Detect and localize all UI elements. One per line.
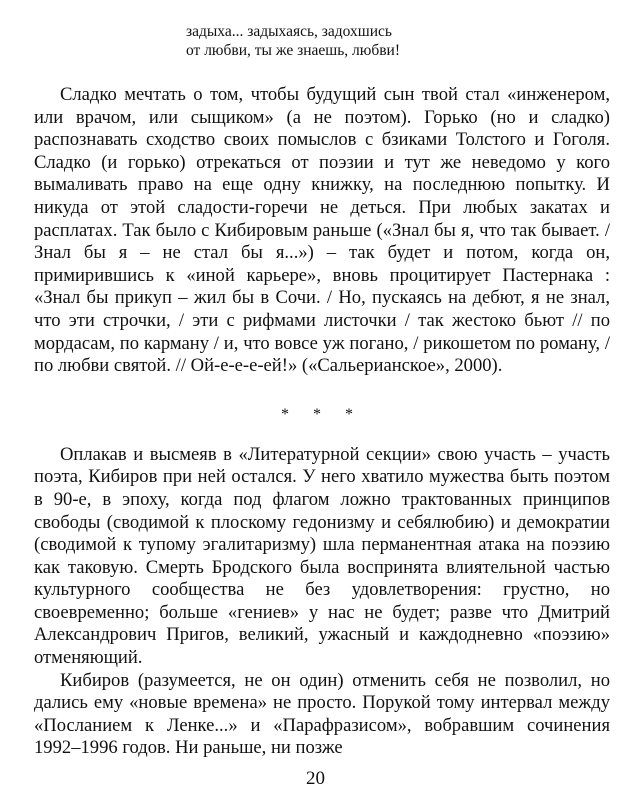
paragraph-1: Сладко мечтать о том, чтобы будущий сын твой стал «инженером, или врачом, или сыщиком» (а не поэтом). Горько (но и сладко) распознавать сходство своих помыслов с бзиками Толстого и Гоголя. Сладко (и горько) отрекаться от поэзии и тут же неведомо у кого вымаливать право на еще одну книжку, на последнюю попытку. И никуда от этой сладости-горечи не деться. При любых закатах и расплатах. Так было с Кибировым раньше («Знал бы я, что так бывает. / Знал бы я – не стал бы я...») – так будет и потом, когда он, примирившись к «иной карьере», вновь процитирует Пастернака : «Знал бы прикуп – жил бы в Сочи. / Но, пускаясь на дебют, я не знал, что эти строчки, / эти с рифмами листочки / так жестоко бьют // по мордасам, по карману / и, что вовсе уж погано, / рикошетом по роману, / по любви святой. // Ой-е-е-е-ей!» («Сальерианское», 2000). [34, 84, 610, 377]
page-number: 20 [306, 768, 325, 789]
paragraph-2: Оплакав и высмеяв в «Литературной секции» свою участь – участь поэта, Кибиров при ней остался. У него хватило мужества быть поэтом в 90-е, в эпоху, когда под флагом ложно трактованных принципов свободы (сводимой к плоскому гедонизму и себялюбию) и демократии (сводимой к тупому эгалитаризму) шла перманентная атака на поэзию как таковую. Смерть Бродского была воспринята влиятельной частью культурного сообщества не без удовлетворения: грустно, но своевременно; больше «гениев» у нас не будет; разве что Дмитрий Александрович Пригов, великий, ужасный и каждодневно «поэзию» отменяющий. [34, 443, 610, 669]
epigraph-line-1: задыха... задыхаясь, задохшись [186, 23, 392, 40]
paragraph-3: Кибиров (разумеется, не он один) отменить себя не позволил, но дались ему «новые времена» не просто. Порукой тому интервал между «Посланием к Ленке...» и «Парафразисом», вобравшим сочинения 1992–1996 годов. Ни раньше, ни позже [34, 669, 610, 759]
epigraph [186, 22, 610, 60]
epigraph-line-2: от любви, ты же знаешь, любви! [186, 42, 400, 59]
section-separator: * * * [281, 405, 363, 423]
page-content [34, 22, 610, 760]
